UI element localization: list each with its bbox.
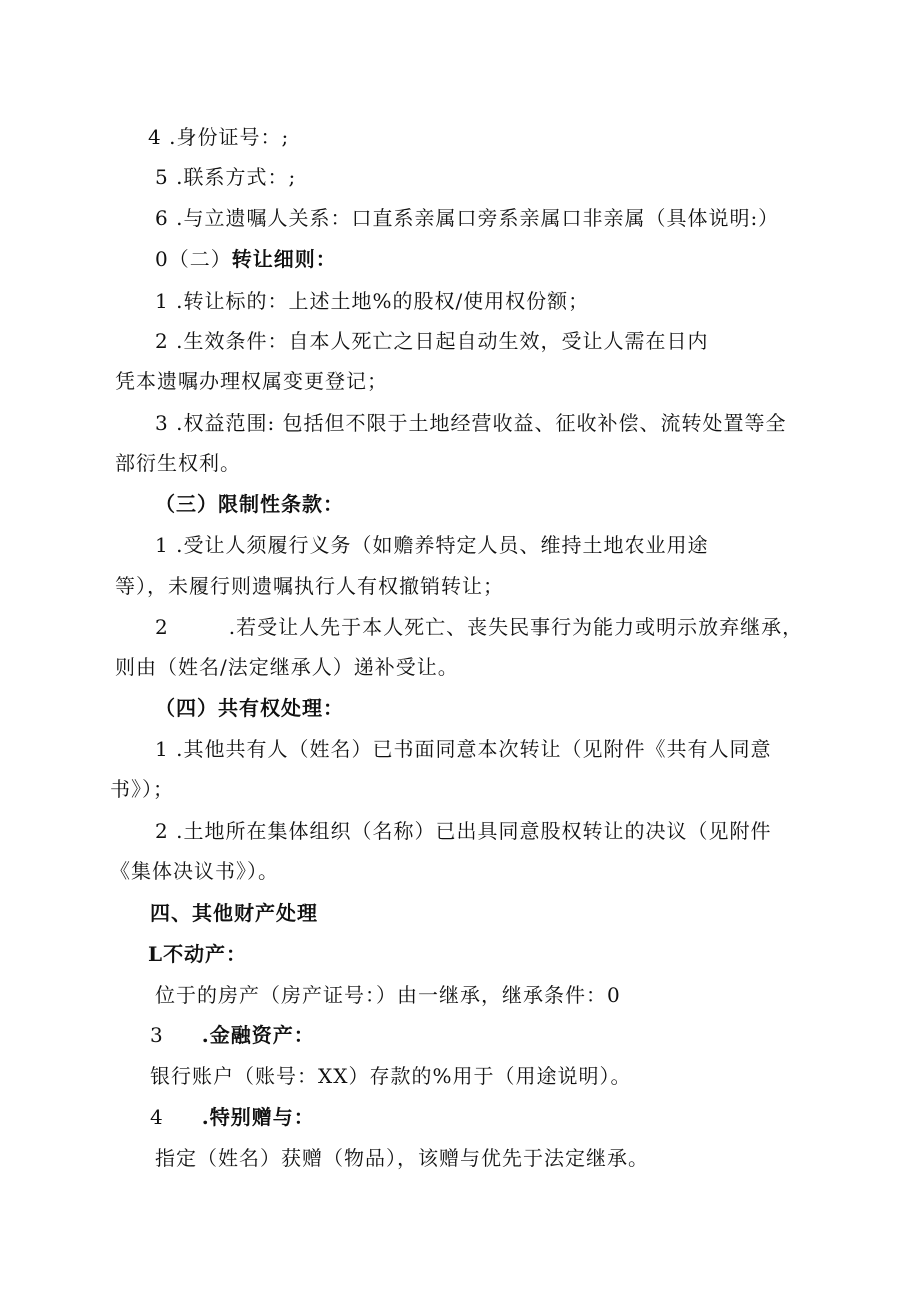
collective-resolution-line: 2 .土地所在集体组织（名称）已出具同意股权转让的决议（见附件 [155, 819, 772, 843]
section-title: 转让细则： [231, 247, 337, 271]
bank-account-line: 银行账户（账号：XX）存款的%用于（用途说明）。 [150, 1064, 632, 1088]
special-gift-heading [150, 1104, 315, 1130]
rights-scope-line: 3 .权益范围: 包括但不限于土地经营收益、征收补偿、流转处置等全 [155, 411, 787, 435]
financial-assets-heading [150, 1022, 315, 1048]
section-number: 0（二） [155, 247, 232, 271]
effective-condition-continued: 凭本遗嘱办理权属变更登记； [115, 369, 388, 393]
item-number: 3 [150, 1023, 164, 1047]
obligation-line: 1 .受让人须履行义务（如赡养特定人员、维持土地农业用途 [155, 533, 709, 557]
section-transfer-rules-heading [155, 246, 337, 272]
real-estate-heading: L不动产： [148, 942, 248, 966]
id-number-line: 4 .身份证号：; [148, 125, 290, 149]
substitute-line [155, 614, 803, 640]
section-restrictions-heading: （三）限制性条款： [155, 492, 344, 516]
substitute-text: .若受让人先于本人死亡、丧失民事行为能力或明示放弃继承， [228, 615, 804, 639]
rights-scope-continued: 部衍生权利。 [115, 451, 241, 475]
co-owner-consent-continued: 书》）； [110, 777, 174, 801]
item-number: 2 [155, 615, 169, 639]
section-co-ownership-heading: （四）共有权处理： [155, 696, 344, 720]
transfer-subject-line: 1 .转让标的：上述土地%的股权/使用权份额； [155, 289, 590, 313]
obligation-continued: 等），未履行则遗嘱执行人有权撤销转让； [115, 574, 504, 598]
special-gift-title: .特别赠与： [201, 1105, 315, 1129]
relationship-line: 6 .与立遗嘱人关系：口直系亲属口旁系亲属口非亲属（具体说明:） [155, 206, 780, 230]
special-gift-line: 指定（姓名）获赠（物品），该赠与优先于法定继承。 [155, 1146, 649, 1170]
substitute-continued: 则由（姓名/法定继承人）递补受让。 [115, 655, 459, 679]
financial-assets-title: .金融资产： [201, 1023, 315, 1047]
effective-condition-line: 2 .生效条件：自本人死亡之日起自动生效，受让人需在日内 [155, 329, 709, 353]
item-number: 4 [150, 1105, 164, 1129]
contact-line: 5 .联系方式：; [155, 165, 297, 189]
collective-resolution-continued: 《集体决议书》）。 [110, 859, 279, 883]
real-estate-line: 位于的房产（房产证号：）由一继承，继承条件：0 [155, 983, 621, 1007]
section-other-property-heading: 四、其他财产处理 [150, 901, 318, 925]
co-owner-consent-line: 1 .其他共有人（姓名）已书面同意本次转让（见附件《共有人同意 [155, 737, 772, 761]
